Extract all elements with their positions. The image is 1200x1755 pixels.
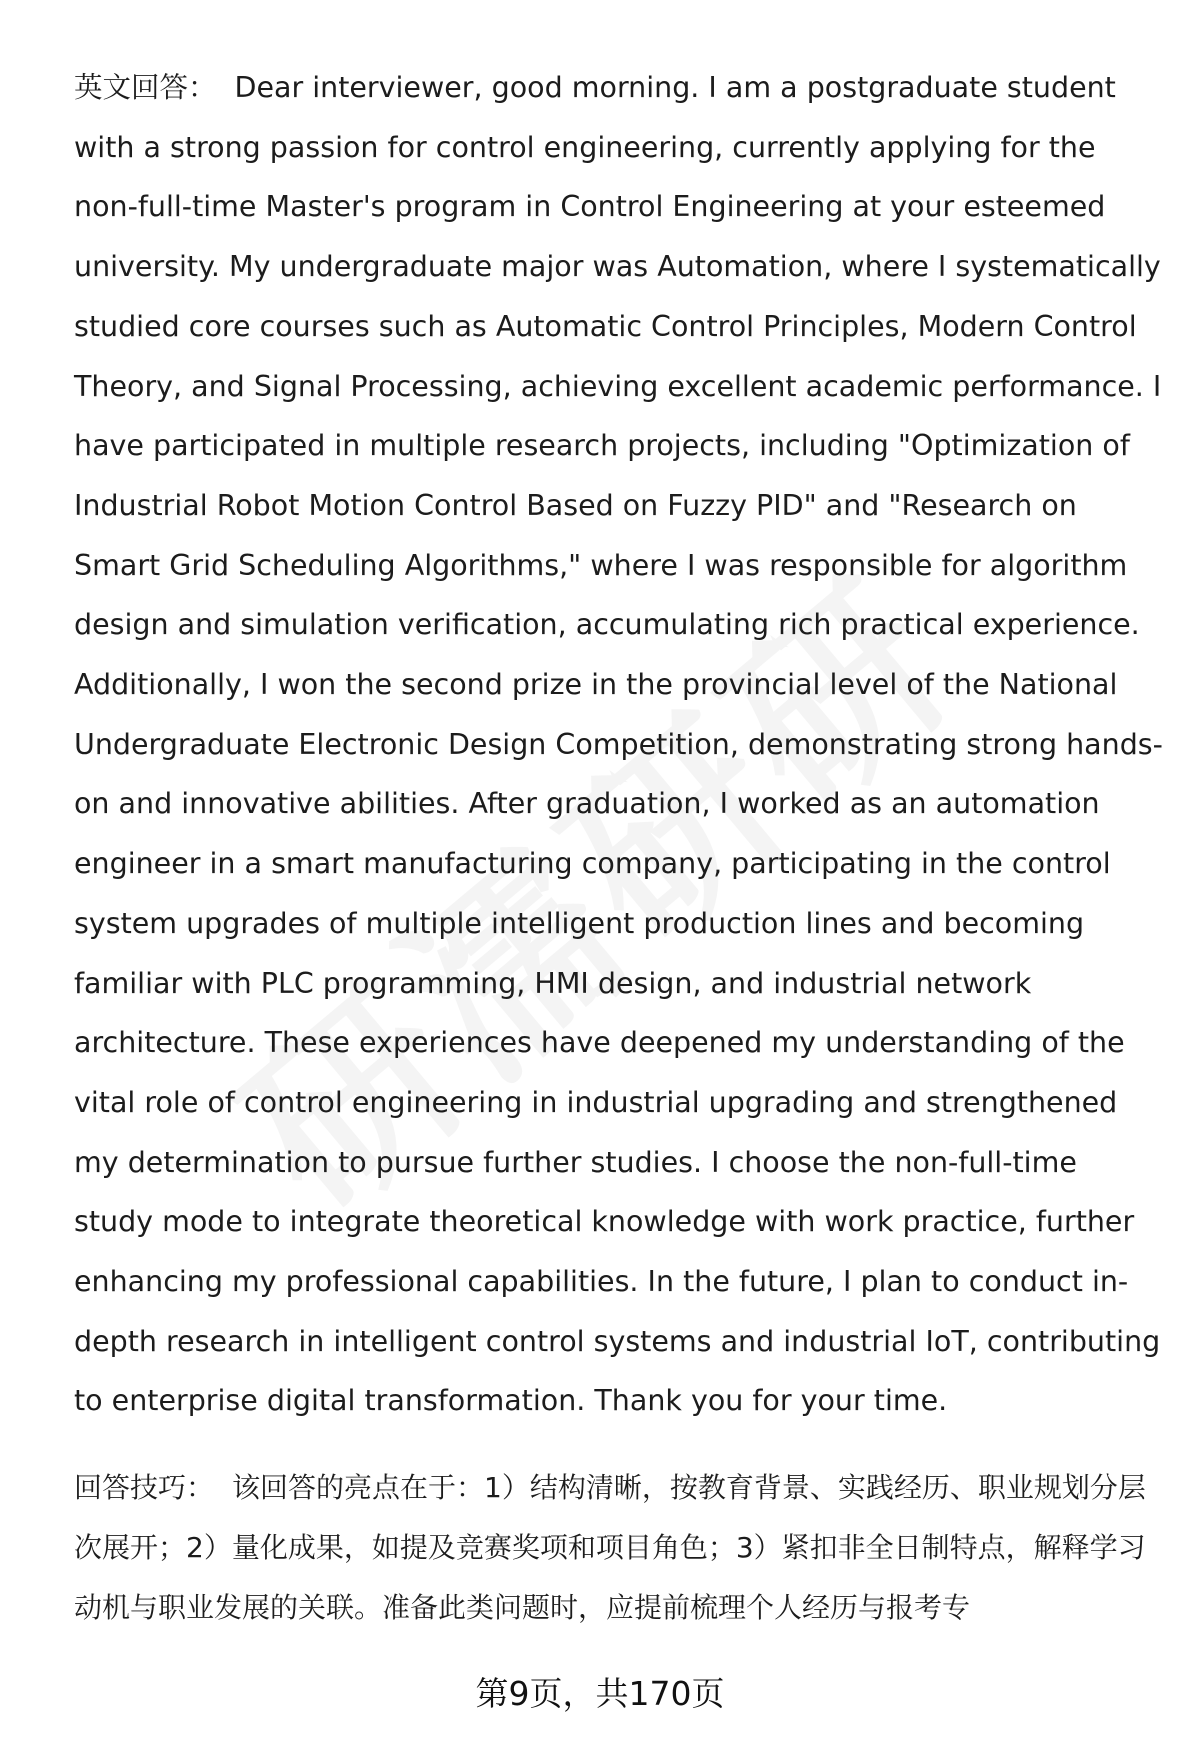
answer-tips-label: 回答技巧： [74,1471,215,1504]
english-answer-label: 英文回答： [74,71,217,104]
english-answer-text: Dear interviewer, good morning. I am a postgraduate student with a strong passion for control engineering, currently applying for the non-full-time Master's program in Control Engineering at your esteemed university. My undergraduate major was Automation, where I systematically studied core courses such as Automatic Control Principles, Modern Control Theory, and Signal Processing, achieving excellent academic performance. I have participated in multiple research projects, including "Optimization of Industrial Robot Motion Control Based on Fuzzy PID" and "Research on Smart Grid Scheduling Algorithms," where I was responsible for algorithm design and simulation verification, accumulating rich practical experience. Additionally, I won the second prize in the provincial level of the National Undergraduate Electronic Design Competition, demonstrating strong hands-on and innovative abilities. After graduation, I worked as an automation engineer in a smart manufacturing company, participating in the control system upgrades of multiple intelligent production lines and becoming familiar with PLC programming, HMI design, and industrial network architecture. These experiences have deepened my understanding of the vital role of control engineering in industrial upgrading and strengthened my determination to pursue further studies. I choose the non-full-time study mode to integrate theoretical knowledge with work practice, further enhancing my professional capabilities. In the future, I plan to conduct in-depth research in intelligent control systems and industrial IoT, contributing to enterprise digital transformation. Thank you for your time. [74,71,1163,1418]
answer-tips-text: 该回答的亮点在于：1）结构清晰，按教育背景、实践经历、职业规划分层次展开；2）量化成果，如提及竞赛奖项和项目角色；3）紧扣非全日制特点，解释学习动机与职业发展的关联。准备此类问题时，应提前梳理个人经历与报考专 [74,1471,1146,1624]
page-number-footer: 第9页，共170页 [475,1674,725,1713]
english-answer-paragraph [74,58,1164,1431]
answer-tips-paragraph [74,1458,1164,1638]
